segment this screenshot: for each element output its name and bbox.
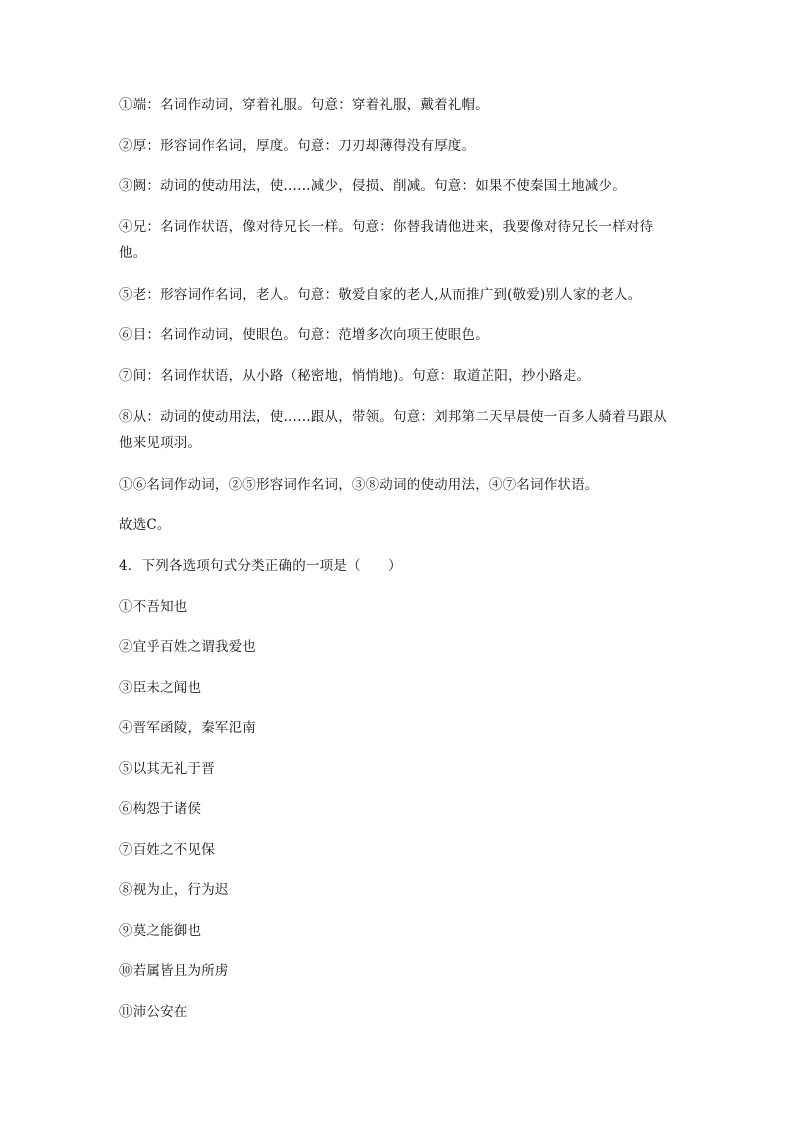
answer-line: 故选C。 — [119, 517, 171, 533]
explanation-line-7: ⑦间：名词作状语，从小路（秘密地，悄悄地)。句意：取道芷阳，抄小路走。 — [119, 368, 591, 384]
explanation-summary: ①⑥名词作动词，②⑤形容词作名词，③⑧动词的使动用法，④⑦名词作状语。 — [119, 477, 599, 493]
explanation-line-1: ①端：名词作动词，穿着礼服。句意：穿着礼服，戴着礼帽。 — [119, 97, 489, 113]
question-item-1: ①不吾知也 — [119, 599, 188, 615]
question-item-4: ④晋军函陵，秦军氾南 — [119, 720, 256, 736]
explanation-line-2: ②厚：形容词作名词，厚度。句意：刀刃却薄得没有厚度。 — [119, 138, 476, 154]
question-item-2: ②宜乎百姓之谓我爱也 — [119, 639, 256, 655]
question-item-5: ⑤以其无礼于晋 — [119, 761, 215, 777]
question-item-3: ③臣未之闻也 — [119, 680, 202, 696]
explanation-line-3: ③阙：动词的使动用法，使……减少，侵损、削减。句意：如果不使秦国土地减少。 — [119, 178, 626, 194]
explanation-line-6: ⑥目：名词作动词，使眼色。句意：范增多次向项王使眼色。 — [119, 327, 489, 343]
explanation-line-5: ⑤老：形容词作名词，老人。句意：敬爱自家的老人,从而推广到(敬爱)别人家的老人。 — [119, 287, 642, 303]
question-item-10: ⑩若属皆且为所虏 — [119, 963, 229, 979]
question-item-9: ⑨莫之能御也 — [119, 923, 202, 939]
question-stem: 4．下列各选项句式分类正确的一项是（ ） — [119, 558, 402, 574]
question-item-11: ⑪沛公安在 — [119, 1004, 188, 1020]
question-item-6: ⑥构怨于诸侯 — [119, 801, 202, 817]
question-item-8: ⑧视为止，行为迟 — [119, 882, 229, 898]
question-item-7: ⑦百姓之不见保 — [119, 842, 215, 858]
explanation-line-4: ④兄：名词作状语，像对待兄长一样。句意：你替我请他进来，我要像对待兄长一样对待他。 — [119, 219, 654, 261]
explanation-line-8: ⑧从：动词的使动用法，使……跟从，带领。句意：刘邦第二天早晨使一百多人骑着马跟从他来见项羽。 — [119, 409, 667, 451]
